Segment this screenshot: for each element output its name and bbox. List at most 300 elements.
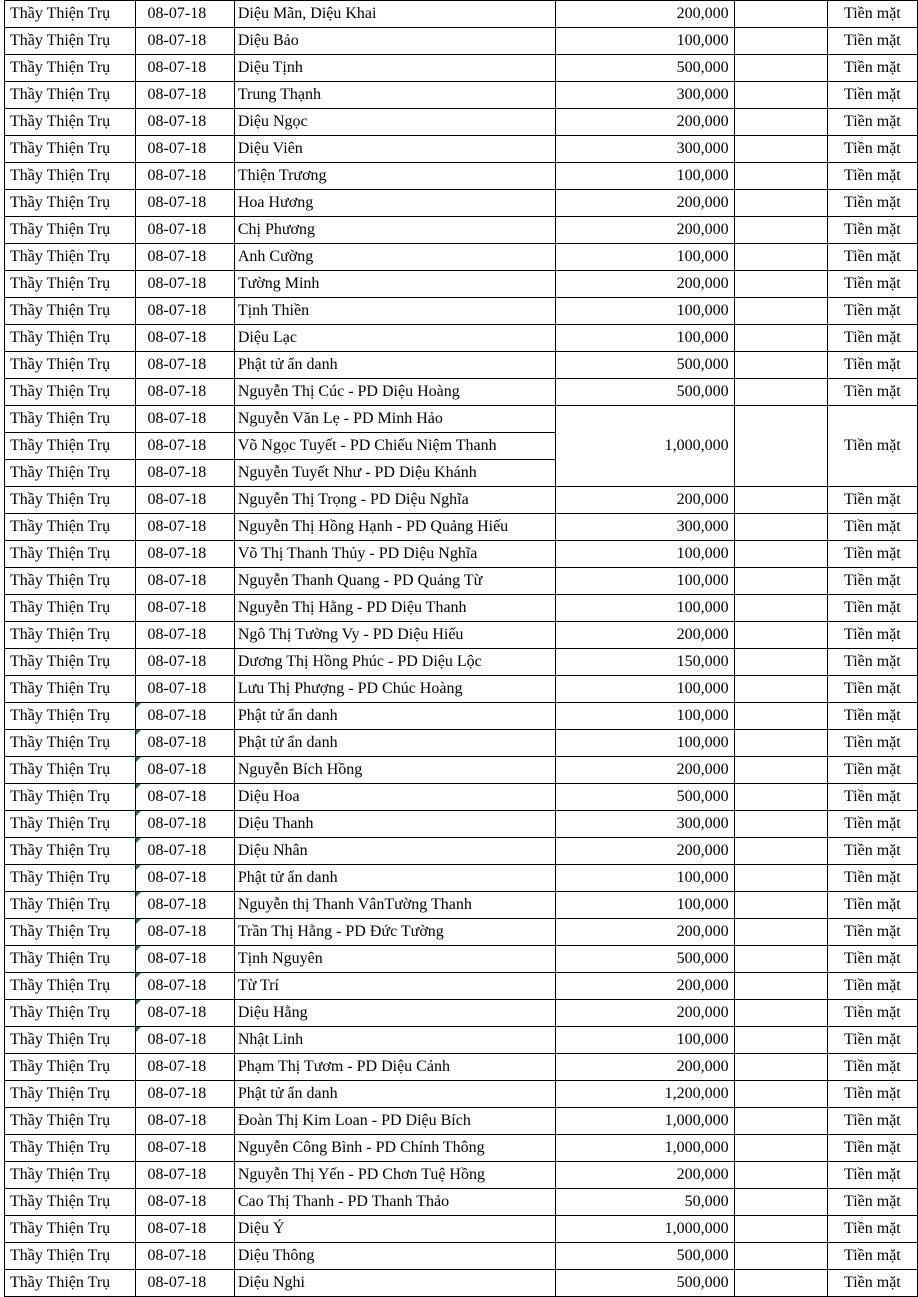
cell-amount[interactable]: 200,000 bbox=[555, 487, 734, 514]
cell-date[interactable]: 08-07-18 bbox=[135, 595, 234, 622]
cell-donor[interactable]: Nhật Linh bbox=[234, 1027, 555, 1054]
cell-recipient[interactable]: Thầy Thiện Trụ bbox=[5, 352, 136, 379]
cell-recipient[interactable]: Thầy Thiện Trụ bbox=[5, 730, 136, 757]
cell-payment-method[interactable]: Tiền mặt bbox=[827, 1054, 917, 1081]
cell-donor[interactable]: Nguyễn thị Thanh VânTường Thanh bbox=[234, 892, 555, 919]
cell-donor[interactable]: Cao Thị Thanh - PD Thanh Thảo bbox=[234, 1189, 555, 1216]
cell-recipient[interactable]: Thầy Thiện Trụ bbox=[5, 406, 136, 433]
cell-donor[interactable]: Diệu Viên bbox=[234, 136, 555, 163]
cell-amount[interactable]: 200,000 bbox=[555, 217, 734, 244]
cell-payment-method[interactable]: Tiền mặt bbox=[827, 1108, 917, 1135]
cell-recipient[interactable]: Thầy Thiện Trụ bbox=[5, 109, 136, 136]
cell-date[interactable]: 08-07-18 bbox=[135, 703, 234, 730]
cell-donor[interactable]: Chị Phương bbox=[234, 217, 555, 244]
cell-recipient[interactable]: Thầy Thiện Trụ bbox=[5, 1243, 136, 1270]
cell-amount[interactable]: 100,000 bbox=[555, 595, 734, 622]
cell-donor[interactable]: Diệu Hằng bbox=[234, 1000, 555, 1027]
cell-payment-method[interactable]: Tiền mặt bbox=[827, 919, 917, 946]
cell-payment-method[interactable]: Tiền mặt bbox=[827, 622, 917, 649]
cell-recipient[interactable]: Thầy Thiện Trụ bbox=[5, 136, 136, 163]
cell-amount[interactable]: 500,000 bbox=[555, 1243, 734, 1270]
table-row bbox=[5, 649, 918, 676]
cell-payment-method[interactable]: Tiền mặt bbox=[827, 757, 917, 784]
cell-empty[interactable] bbox=[734, 1027, 827, 1054]
cell-payment-method[interactable]: Tiền mặt bbox=[827, 1135, 917, 1162]
cell-recipient[interactable]: Thầy Thiện Trụ bbox=[5, 919, 136, 946]
cell-amount[interactable]: 1,000,000 bbox=[555, 1216, 734, 1243]
cell-donor[interactable]: Ngô Thị Tường Vy - PD Diệu Hiếu bbox=[234, 622, 555, 649]
cell-amount[interactable]: 100,000 bbox=[555, 568, 734, 595]
cell-donor[interactable]: Diệu Thanh bbox=[234, 811, 555, 838]
cell-donor[interactable]: Tịnh Thiền bbox=[234, 298, 555, 325]
cell-payment-method[interactable]: Tiền mặt bbox=[827, 190, 917, 217]
cell-recipient[interactable]: Thầy Thiện Trụ bbox=[5, 973, 136, 1000]
cell-date[interactable]: 08-07-18 bbox=[135, 730, 234, 757]
cell-recipient[interactable]: Thầy Thiện Trụ bbox=[5, 433, 136, 460]
cell-payment-method[interactable]: Tiền mặt bbox=[827, 487, 917, 514]
table-row bbox=[5, 730, 918, 757]
cell-empty[interactable] bbox=[734, 109, 827, 136]
table-row bbox=[5, 676, 918, 703]
cell-date[interactable]: 08-07-18 bbox=[135, 28, 234, 55]
cell-date[interactable]: 08-07-18 bbox=[135, 973, 234, 1000]
cell-payment-method[interactable]: Tiền mặt bbox=[827, 28, 917, 55]
cell-date[interactable]: 08-07-18 bbox=[135, 1243, 234, 1270]
cell-date[interactable]: 08-07-18 bbox=[135, 1216, 234, 1243]
cell-donor[interactable]: Dương Thị Hồng Phúc - PD Diệu Lộc bbox=[234, 649, 555, 676]
cell-empty[interactable] bbox=[734, 1162, 827, 1189]
table-row bbox=[5, 919, 918, 946]
cell-empty[interactable] bbox=[734, 1081, 827, 1108]
cell-amount[interactable]: 100,000 bbox=[555, 298, 734, 325]
cell-amount-merged[interactable]: 1,000,000 bbox=[555, 406, 734, 487]
table-row bbox=[5, 244, 918, 271]
cell-payment-method[interactable]: Tiền mặt bbox=[827, 244, 917, 271]
cell-donor[interactable]: Nguyễn Văn Lẹ - PD Minh Hảo bbox=[234, 406, 555, 433]
cell-donor[interactable]: Phật tử ẩn danh bbox=[234, 352, 555, 379]
cell-donor[interactable]: Nguyễn Công Bình - PD Chính Thông bbox=[234, 1135, 555, 1162]
cell-payment-method[interactable]: Tiền mặt bbox=[827, 892, 917, 919]
cell-amount[interactable]: 200,000 bbox=[555, 1162, 734, 1189]
cell-date[interactable]: 08-07-18 bbox=[135, 622, 234, 649]
cell-payment-method[interactable]: Tiền mặt bbox=[827, 325, 917, 352]
table-row bbox=[5, 1027, 918, 1054]
cell-empty[interactable] bbox=[734, 622, 827, 649]
cell-amount[interactable]: 100,000 bbox=[555, 1027, 734, 1054]
cell-amount[interactable]: 500,000 bbox=[555, 379, 734, 406]
cell-empty[interactable] bbox=[734, 892, 827, 919]
cell-date[interactable]: 08-07-18 bbox=[135, 1, 234, 28]
cell-payment-method[interactable]: Tiền mặt bbox=[827, 1, 917, 28]
cell-donor[interactable]: Hoa Hương bbox=[234, 190, 555, 217]
cell-recipient[interactable]: Thầy Thiện Trụ bbox=[5, 541, 136, 568]
cell-empty[interactable] bbox=[734, 163, 827, 190]
cell-donor[interactable]: Phật tử ẩn danh bbox=[234, 703, 555, 730]
cell-recipient[interactable]: Thầy Thiện Trụ bbox=[5, 703, 136, 730]
cell-amount[interactable]: 100,000 bbox=[555, 163, 734, 190]
cell-amount[interactable]: 200,000 bbox=[555, 757, 734, 784]
cell-date[interactable]: 08-07-18 bbox=[135, 892, 234, 919]
cell-payment-method[interactable]: Tiền mặt bbox=[827, 568, 917, 595]
cell-payment-method[interactable]: Tiền mặt bbox=[827, 298, 917, 325]
cell-amount[interactable]: 500,000 bbox=[555, 784, 734, 811]
table-row bbox=[5, 946, 918, 973]
cell-donor[interactable]: Nguyễn Thị Hằng - PD Diệu Thanh bbox=[234, 595, 555, 622]
cell-recipient[interactable]: Thầy Thiện Trụ bbox=[5, 568, 136, 595]
cell-recipient[interactable]: Thầy Thiện Trụ bbox=[5, 757, 136, 784]
cell-empty[interactable] bbox=[734, 676, 827, 703]
cell-payment-method[interactable]: Tiền mặt bbox=[827, 514, 917, 541]
cell-empty[interactable] bbox=[734, 217, 827, 244]
cell-recipient[interactable]: Thầy Thiện Trụ bbox=[5, 1081, 136, 1108]
cell-payment-method[interactable]: Tiền mặt bbox=[827, 676, 917, 703]
cell-empty[interactable] bbox=[734, 352, 827, 379]
table-row bbox=[5, 811, 918, 838]
table-row bbox=[5, 109, 918, 136]
cell-empty[interactable] bbox=[734, 784, 827, 811]
cell-recipient[interactable]: Thầy Thiện Trụ bbox=[5, 676, 136, 703]
cell-donor[interactable]: Anh Cường bbox=[234, 244, 555, 271]
cell-empty[interactable] bbox=[734, 1054, 827, 1081]
cell-amount[interactable]: 200,000 bbox=[555, 973, 734, 1000]
cell-date[interactable]: 08-07-18 bbox=[135, 1162, 234, 1189]
cell-amount[interactable]: 1,000,000 bbox=[555, 1108, 734, 1135]
cell-donor[interactable]: Nguyễn Thanh Quang - PD Quảng Từ bbox=[234, 568, 555, 595]
cell-empty[interactable] bbox=[734, 55, 827, 82]
cell-date[interactable]: 08-07-18 bbox=[135, 271, 234, 298]
cell-amount[interactable]: 300,000 bbox=[555, 82, 734, 109]
cell-recipient[interactable]: Thầy Thiện Trụ bbox=[5, 649, 136, 676]
cell-empty[interactable] bbox=[734, 514, 827, 541]
cell-date[interactable]: 08-07-18 bbox=[135, 1270, 234, 1297]
cell-empty[interactable] bbox=[734, 649, 827, 676]
cell-date[interactable]: 08-07-18 bbox=[135, 1189, 234, 1216]
cell-recipient[interactable]: Thầy Thiện Trụ bbox=[5, 811, 136, 838]
cell-amount[interactable]: 200,000 bbox=[555, 1054, 734, 1081]
cell-donor[interactable]: Phật tử ẩn danh bbox=[234, 1081, 555, 1108]
cell-empty[interactable] bbox=[734, 1108, 827, 1135]
cell-amount[interactable]: 200,000 bbox=[555, 271, 734, 298]
cell-empty[interactable] bbox=[734, 406, 827, 487]
cell-empty[interactable] bbox=[734, 919, 827, 946]
cell-payment-method[interactable]: Tiền mặt bbox=[827, 1216, 917, 1243]
cell-donor[interactable]: Thiện Trương bbox=[234, 163, 555, 190]
cell-amount[interactable]: 200,000 bbox=[555, 1000, 734, 1027]
cell-amount[interactable]: 150,000 bbox=[555, 649, 734, 676]
cell-amount[interactable]: 100,000 bbox=[555, 325, 734, 352]
cell-donor[interactable]: Lưu Thị Phượng - PD Chúc Hoàng bbox=[234, 676, 555, 703]
cell-date[interactable]: 08-07-18 bbox=[135, 757, 234, 784]
cell-empty[interactable] bbox=[734, 487, 827, 514]
cell-date[interactable]: 08-07-18 bbox=[135, 865, 234, 892]
cell-date[interactable]: 08-07-18 bbox=[135, 433, 234, 460]
cell-amount[interactable]: 100,000 bbox=[555, 892, 734, 919]
cell-recipient[interactable]: Thầy Thiện Trụ bbox=[5, 1054, 136, 1081]
cell-empty[interactable] bbox=[734, 136, 827, 163]
cell-date[interactable]: 08-07-18 bbox=[135, 217, 234, 244]
cell-donor[interactable]: Nguyễn Tuyết Như - PD Diệu Khánh bbox=[234, 460, 555, 487]
cell-payment-method[interactable]: Tiền mặt bbox=[827, 1081, 917, 1108]
cell-payment-method[interactable]: Tiền mặt bbox=[827, 811, 917, 838]
cell-amount[interactable]: 200,000 bbox=[555, 919, 734, 946]
cell-empty[interactable] bbox=[734, 1243, 827, 1270]
cell-date[interactable]: 08-07-18 bbox=[135, 676, 234, 703]
donation-table-body bbox=[5, 1, 918, 1297]
cell-payment-method[interactable]: Tiền mặt bbox=[827, 163, 917, 190]
cell-donor[interactable]: Nguyễn Thị Yến - PD Chơn Tuệ Hồng bbox=[234, 1162, 555, 1189]
cell-recipient[interactable]: Thầy Thiện Trụ bbox=[5, 82, 136, 109]
cell-recipient[interactable]: Thầy Thiện Trụ bbox=[5, 460, 136, 487]
cell-payment-method[interactable]: Tiền mặt bbox=[827, 865, 917, 892]
cell-payment-method[interactable]: Tiền mặt bbox=[827, 703, 917, 730]
cell-payment-method[interactable]: Tiền mặt bbox=[827, 55, 917, 82]
cell-recipient[interactable]: Thầy Thiện Trụ bbox=[5, 838, 136, 865]
cell-donor[interactable]: Diệu Nghi bbox=[234, 1270, 555, 1297]
table-row bbox=[5, 1216, 918, 1243]
cell-payment-method[interactable]: Tiền mặt bbox=[827, 595, 917, 622]
cell-date[interactable]: 08-07-18 bbox=[135, 298, 234, 325]
cell-payment-method[interactable]: Tiền mặt bbox=[827, 1189, 917, 1216]
cell-date[interactable]: 08-07-18 bbox=[135, 541, 234, 568]
cell-date[interactable]: 08-07-18 bbox=[135, 379, 234, 406]
table-row bbox=[5, 136, 918, 163]
cell-empty[interactable] bbox=[734, 1135, 827, 1162]
cell-amount[interactable]: 1,000,000 bbox=[555, 1135, 734, 1162]
cell-donor[interactable]: Tường Minh bbox=[234, 271, 555, 298]
cell-donor[interactable]: Đoàn Thị Kim Loan - PD Diệu Bích bbox=[234, 1108, 555, 1135]
cell-payment-method[interactable]: Tiền mặt bbox=[827, 838, 917, 865]
cell-date[interactable]: 08-07-18 bbox=[135, 946, 234, 973]
cell-donor[interactable]: Diệu Thông bbox=[234, 1243, 555, 1270]
cell-empty[interactable] bbox=[734, 28, 827, 55]
cell-donor[interactable]: Diệu Hoa bbox=[234, 784, 555, 811]
cell-date[interactable]: 08-07-18 bbox=[135, 1135, 234, 1162]
cell-donor[interactable]: Tịnh Nguyên bbox=[234, 946, 555, 973]
cell-date[interactable]: 08-07-18 bbox=[135, 1054, 234, 1081]
cell-donor[interactable]: Từ Trí bbox=[234, 973, 555, 1000]
cell-recipient[interactable]: Thầy Thiện Trụ bbox=[5, 298, 136, 325]
cell-empty[interactable] bbox=[734, 973, 827, 1000]
cell-payment-method[interactable]: Tiền mặt bbox=[827, 1162, 917, 1189]
cell-date[interactable]: 08-07-18 bbox=[135, 244, 234, 271]
cell-amount[interactable]: 200,000 bbox=[555, 622, 734, 649]
cell-payment-method[interactable]: Tiền mặt bbox=[827, 649, 917, 676]
cell-date[interactable]: 08-07-18 bbox=[135, 1027, 234, 1054]
cell-recipient[interactable]: Thầy Thiện Trụ bbox=[5, 1189, 136, 1216]
cell-payment-method[interactable]: Tiền mặt bbox=[827, 784, 917, 811]
cell-date[interactable]: 08-07-18 bbox=[135, 811, 234, 838]
cell-amount[interactable]: 200,000 bbox=[555, 838, 734, 865]
cell-donor[interactable]: Diệu Ngọc bbox=[234, 109, 555, 136]
cell-amount[interactable]: 200,000 bbox=[555, 190, 734, 217]
cell-amount[interactable]: 500,000 bbox=[555, 352, 734, 379]
cell-donor[interactable]: Võ Thị Thanh Thủy - PD Diệu Nghĩa bbox=[234, 541, 555, 568]
cell-recipient[interactable]: Thầy Thiện Trụ bbox=[5, 217, 136, 244]
cell-recipient[interactable]: Thầy Thiện Trụ bbox=[5, 1135, 136, 1162]
cell-date[interactable]: 08-07-18 bbox=[135, 163, 234, 190]
cell-date[interactable]: 08-07-18 bbox=[135, 919, 234, 946]
cell-recipient[interactable]: Thầy Thiện Trụ bbox=[5, 487, 136, 514]
cell-donor[interactable]: Diệu Mãn, Diệu Khai bbox=[234, 1, 555, 28]
cell-date[interactable]: 08-07-18 bbox=[135, 784, 234, 811]
cell-date[interactable]: 08-07-18 bbox=[135, 136, 234, 163]
cell-payment-method[interactable]: Tiền mặt bbox=[827, 352, 917, 379]
cell-recipient[interactable]: Thầy Thiện Trụ bbox=[5, 271, 136, 298]
cell-payment-method[interactable]: Tiền mặt bbox=[827, 379, 917, 406]
table-row bbox=[5, 1270, 918, 1297]
cell-donor[interactable]: Phạm Thị Tươm - PD Diệu Cảnh bbox=[234, 1054, 555, 1081]
cell-amount[interactable]: 200,000 bbox=[555, 109, 734, 136]
cell-empty[interactable] bbox=[734, 190, 827, 217]
cell-empty[interactable] bbox=[734, 1000, 827, 1027]
cell-recipient[interactable]: Thầy Thiện Trụ bbox=[5, 1, 136, 28]
cell-amount[interactable]: 500,000 bbox=[555, 946, 734, 973]
cell-amount[interactable]: 300,000 bbox=[555, 811, 734, 838]
cell-empty[interactable] bbox=[734, 568, 827, 595]
cell-payment-method[interactable]: Tiền mặt bbox=[827, 136, 917, 163]
cell-recipient[interactable]: Thầy Thiện Trụ bbox=[5, 946, 136, 973]
table-row bbox=[5, 379, 918, 406]
cell-payment-method[interactable]: Tiền mặt bbox=[827, 217, 917, 244]
cell-date[interactable]: 08-07-18 bbox=[135, 190, 234, 217]
cell-empty[interactable] bbox=[734, 757, 827, 784]
cell-payment-method[interactable]: Tiền mặt bbox=[827, 1027, 917, 1054]
cell-amount[interactable]: 1,200,000 bbox=[555, 1081, 734, 1108]
cell-payment-method[interactable]: Tiền mặt bbox=[827, 109, 917, 136]
table-row bbox=[5, 271, 918, 298]
cell-date[interactable]: 08-07-18 bbox=[135, 55, 234, 82]
cell-date[interactable]: 08-07-18 bbox=[135, 325, 234, 352]
cell-donor[interactable]: Võ Ngọc Tuyết - PD Chiếu Niệm Thanh bbox=[234, 433, 555, 460]
cell-empty[interactable] bbox=[734, 730, 827, 757]
cell-donor[interactable]: Nguyễn Bích Hồng bbox=[234, 757, 555, 784]
cell-date[interactable]: 08-07-18 bbox=[135, 1108, 234, 1135]
cell-empty[interactable] bbox=[734, 325, 827, 352]
cell-empty[interactable] bbox=[734, 703, 827, 730]
cell-recipient[interactable]: Thầy Thiện Trụ bbox=[5, 244, 136, 271]
cell-recipient[interactable]: Thầy Thiện Trụ bbox=[5, 325, 136, 352]
cell-empty[interactable] bbox=[734, 1270, 827, 1297]
cell-empty[interactable] bbox=[734, 595, 827, 622]
cell-donor[interactable]: Diệu Lạc bbox=[234, 325, 555, 352]
cell-amount[interactable]: 300,000 bbox=[555, 136, 734, 163]
cell-amount[interactable]: 100,000 bbox=[555, 541, 734, 568]
cell-amount[interactable]: 200,000 bbox=[555, 1, 734, 28]
cell-payment-method[interactable]: Tiền mặt bbox=[827, 1243, 917, 1270]
cell-empty[interactable] bbox=[734, 271, 827, 298]
cell-amount[interactable]: 100,000 bbox=[555, 730, 734, 757]
cell-payment-method-merged[interactable]: Tiền mặt bbox=[827, 406, 917, 487]
cell-payment-method[interactable]: Tiền mặt bbox=[827, 946, 917, 973]
cell-date[interactable]: 08-07-18 bbox=[135, 109, 234, 136]
cell-recipient[interactable]: Thầy Thiện Trụ bbox=[5, 892, 136, 919]
cell-amount[interactable]: 50,000 bbox=[555, 1189, 734, 1216]
cell-empty[interactable] bbox=[734, 244, 827, 271]
cell-amount[interactable]: 500,000 bbox=[555, 1270, 734, 1297]
table-row bbox=[5, 568, 918, 595]
cell-empty[interactable] bbox=[734, 1216, 827, 1243]
cell-date[interactable]: 08-07-18 bbox=[135, 406, 234, 433]
cell-donor[interactable]: Diệu Bảo bbox=[234, 28, 555, 55]
cell-empty[interactable] bbox=[734, 811, 827, 838]
cell-payment-method[interactable]: Tiền mặt bbox=[827, 82, 917, 109]
cell-recipient[interactable]: Thầy Thiện Trụ bbox=[5, 1000, 136, 1027]
cell-date[interactable]: 08-07-18 bbox=[135, 487, 234, 514]
cell-empty[interactable] bbox=[734, 1189, 827, 1216]
cell-recipient[interactable]: Thầy Thiện Trụ bbox=[5, 514, 136, 541]
cell-recipient[interactable]: Thầy Thiện Trụ bbox=[5, 784, 136, 811]
cell-donor[interactable]: Nguyễn Thị Hồng Hạnh - PD Quảng Hiếu bbox=[234, 514, 555, 541]
cell-date[interactable]: 08-07-18 bbox=[135, 649, 234, 676]
cell-payment-method[interactable]: Tiền mặt bbox=[827, 973, 917, 1000]
cell-date[interactable]: 08-07-18 bbox=[135, 568, 234, 595]
cell-empty[interactable] bbox=[734, 946, 827, 973]
cell-recipient[interactable]: Thầy Thiện Trụ bbox=[5, 622, 136, 649]
cell-date[interactable]: 08-07-18 bbox=[135, 460, 234, 487]
cell-recipient[interactable]: Thầy Thiện Trụ bbox=[5, 379, 136, 406]
cell-recipient[interactable]: Thầy Thiện Trụ bbox=[5, 1162, 136, 1189]
cell-empty[interactable] bbox=[734, 82, 827, 109]
cell-donor[interactable]: Trung Thạnh bbox=[234, 82, 555, 109]
cell-payment-method[interactable]: Tiền mặt bbox=[827, 730, 917, 757]
donation-table bbox=[4, 0, 918, 1297]
cell-recipient[interactable]: Thầy Thiện Trụ bbox=[5, 865, 136, 892]
cell-donor[interactable]: Diệu Tịnh bbox=[234, 55, 555, 82]
cell-donor[interactable]: Nguyễn Thị Cúc - PD Diệu Hoàng bbox=[234, 379, 555, 406]
cell-donor[interactable]: Nguyễn Thị Trọng - PD Diệu Nghĩa bbox=[234, 487, 555, 514]
cell-empty[interactable] bbox=[734, 541, 827, 568]
cell-recipient[interactable]: Thầy Thiện Trụ bbox=[5, 1216, 136, 1243]
cell-empty[interactable] bbox=[734, 838, 827, 865]
cell-recipient[interactable]: Thầy Thiện Trụ bbox=[5, 55, 136, 82]
cell-amount[interactable]: 100,000 bbox=[555, 703, 734, 730]
cell-amount[interactable]: 500,000 bbox=[555, 55, 734, 82]
cell-payment-method[interactable]: Tiền mặt bbox=[827, 1270, 917, 1297]
cell-recipient[interactable]: Thầy Thiện Trụ bbox=[5, 28, 136, 55]
cell-recipient[interactable]: Thầy Thiện Trụ bbox=[5, 1027, 136, 1054]
cell-recipient[interactable]: Thầy Thiện Trụ bbox=[5, 1108, 136, 1135]
cell-date[interactable]: 08-07-18 bbox=[135, 1000, 234, 1027]
cell-recipient[interactable]: Thầy Thiện Trụ bbox=[5, 163, 136, 190]
cell-date[interactable]: 08-07-18 bbox=[135, 838, 234, 865]
cell-amount[interactable]: 100,000 bbox=[555, 28, 734, 55]
cell-date[interactable]: 08-07-18 bbox=[135, 514, 234, 541]
cell-empty[interactable] bbox=[734, 865, 827, 892]
cell-donor[interactable]: Diệu Ý bbox=[234, 1216, 555, 1243]
cell-date[interactable]: 08-07-18 bbox=[135, 352, 234, 379]
cell-amount[interactable]: 300,000 bbox=[555, 514, 734, 541]
cell-recipient[interactable]: Thầy Thiện Trụ bbox=[5, 595, 136, 622]
cell-payment-method[interactable]: Tiền mặt bbox=[827, 1000, 917, 1027]
cell-donor[interactable]: Trần Thị Hằng - PD Đức Tường bbox=[234, 919, 555, 946]
cell-amount[interactable]: 100,000 bbox=[555, 676, 734, 703]
cell-recipient[interactable]: Thầy Thiện Trụ bbox=[5, 1270, 136, 1297]
cell-amount[interactable]: 100,000 bbox=[555, 865, 734, 892]
cell-empty[interactable] bbox=[734, 1, 827, 28]
cell-empty[interactable] bbox=[734, 379, 827, 406]
cell-recipient[interactable]: Thầy Thiện Trụ bbox=[5, 190, 136, 217]
cell-donor[interactable]: Diệu Nhân bbox=[234, 838, 555, 865]
table-row bbox=[5, 1135, 918, 1162]
cell-payment-method[interactable]: Tiền mặt bbox=[827, 541, 917, 568]
cell-date[interactable]: 08-07-18 bbox=[135, 82, 234, 109]
cell-empty[interactable] bbox=[734, 298, 827, 325]
cell-donor[interactable]: Phật tử ẩn danh bbox=[234, 730, 555, 757]
cell-donor[interactable]: Phật tử ẩn danh bbox=[234, 865, 555, 892]
cell-amount[interactable]: 100,000 bbox=[555, 244, 734, 271]
cell-payment-method[interactable]: Tiền mặt bbox=[827, 271, 917, 298]
cell-date[interactable]: 08-07-18 bbox=[135, 1081, 234, 1108]
